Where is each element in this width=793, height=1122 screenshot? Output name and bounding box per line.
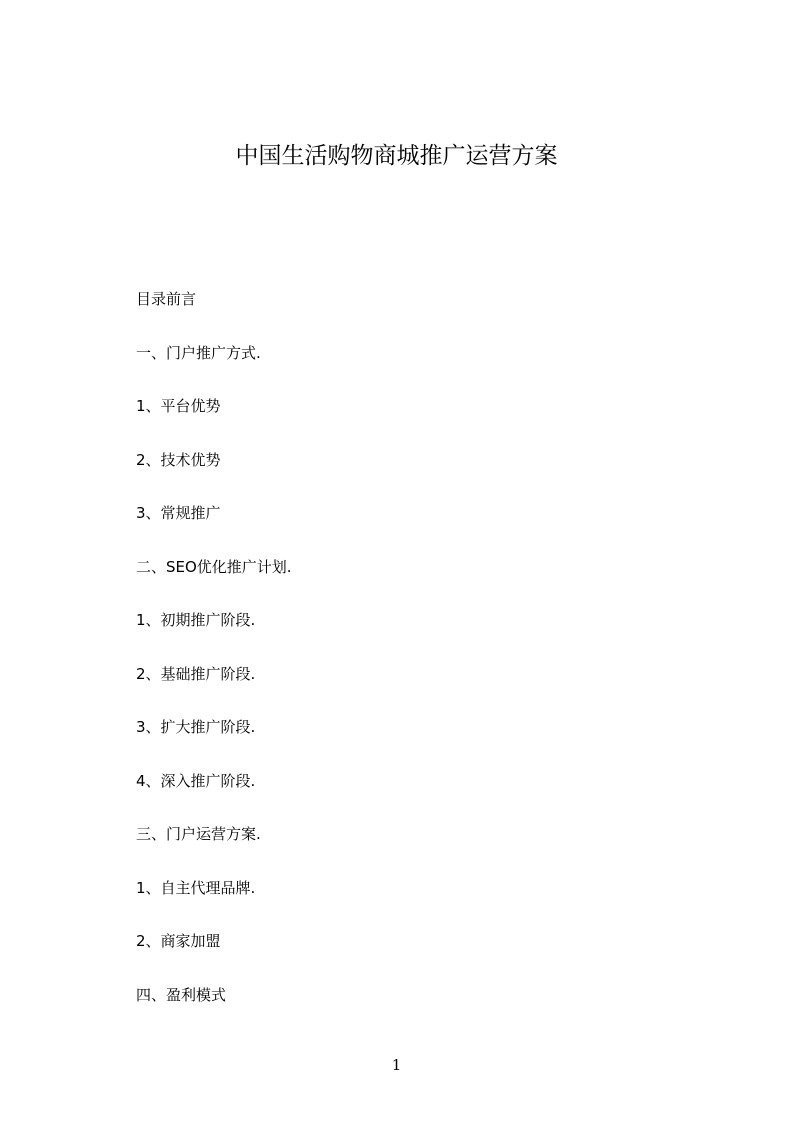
toc-item: 目录前言 [136, 290, 197, 308]
toc-item: 3、扩大推广阶段. [136, 718, 256, 736]
toc-item: 四、盈利模式 [136, 985, 227, 1004]
toc-item: 三、门户运营方案. [136, 825, 261, 843]
document-title: 中国生活购物商城推广运营方案 [235, 143, 558, 169]
toc-item: 4、深入推广阶段. [136, 771, 256, 790]
toc-item: 1、平台优势 [136, 397, 221, 415]
toc-item: 2、基础推广阶段. [136, 664, 256, 683]
toc-item: 3、常规推广 [136, 504, 221, 522]
toc-item: 一、门户推广方式. [136, 343, 261, 362]
toc-item: 1、自主代理品牌. [136, 878, 256, 897]
toc-item: 2、商家加盟 [136, 932, 221, 950]
table-of-contents [136, 288, 292, 1037]
toc-item: 2、技术优势 [136, 450, 221, 469]
toc-item: 1、初期推广阶段. [136, 611, 256, 629]
toc-item: 二、SEO优化推广计划. [136, 557, 292, 576]
page-number: 1 [391, 1056, 402, 1074]
